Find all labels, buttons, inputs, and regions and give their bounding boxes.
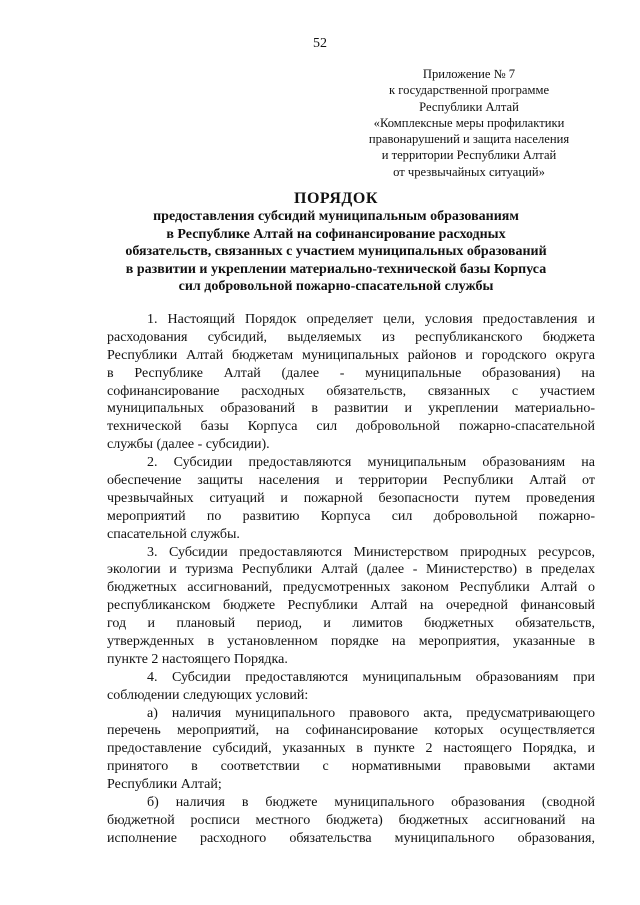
- body-line: чрезвычайных ситуаций и пожарной безопасности путем проведения: [107, 490, 595, 506]
- document-body: [107, 311, 595, 848]
- body-line: 4. Субсидии предоставляются муниципальным образованиям при: [147, 669, 595, 685]
- body-line: Республики Алтай;: [107, 777, 222, 793]
- body-line: пункте 2 настоящего Порядка.: [107, 651, 288, 667]
- body-line: исполнение расходного обязательства муниципального образования,: [107, 830, 595, 846]
- body-line: соблюдении следующих условий:: [107, 687, 309, 703]
- body-line: 3. Субсидии предоставляются Министерством природных ресурсов,: [147, 544, 595, 560]
- appendix-line: Приложение № 7: [422, 67, 516, 81]
- body-line: республиканском бюджете Республики Алтай на очередной финансовый: [107, 598, 595, 614]
- subtitle-line: в развитии и укреплении материально-технической базы Корпуса: [125, 261, 547, 277]
- appendix-line: правонарушений и защита населения: [368, 132, 570, 147]
- body-line: год и плановый период, и лимитов бюджетных обязательств,: [107, 616, 595, 632]
- subtitle-line: в Республике Алтай на софинансирование расходных: [166, 226, 506, 242]
- appendix-line: к государственной программе: [388, 83, 550, 98]
- body-line: утвержденных в установленном порядке на мероприятия, указанные в: [107, 634, 595, 650]
- appendix-block: [354, 66, 584, 180]
- document-title: ПОРЯДОК: [294, 190, 378, 207]
- body-line: службы (далее - субсидии).: [107, 437, 270, 453]
- body-line: принятого в соответствии с нормативными правовыми актами: [107, 759, 595, 775]
- appendix-line: от чрезвычайных ситуаций»: [393, 164, 545, 179]
- body-line: 1. Настоящий Порядок определяет цели, условия предоставления и: [147, 312, 595, 327]
- body-line: экологии и туризма Республики Алтай (далее - Министерство) в пределах: [107, 562, 595, 578]
- body-line: расходования субсидий, выделяемых из республиканского бюджета: [107, 329, 595, 345]
- body-line: муниципальных образований в развитии и укреплении материально-: [107, 401, 595, 417]
- body-line: технической базы Корпуса сил добровольной пожарно-спасательной: [107, 419, 595, 435]
- page-number: 52: [313, 36, 327, 51]
- body-line: мероприятий по развитию Корпуса сил добровольной пожарно-: [107, 508, 595, 524]
- body-line: в Республике Алтай (далее - муниципальные образования) на: [107, 365, 595, 381]
- body-line: 2. Субсидии предоставляются муниципальным образованиям на: [147, 455, 595, 471]
- appendix-line: «Комплексные меры профилактики: [373, 115, 565, 130]
- body-line: перечень мероприятий, на софинансирование которых осуществляется: [107, 723, 595, 739]
- subtitle-line: обязательств, связанных с участием муниципальных образований: [125, 244, 547, 260]
- body-line: Республики Алтай бюджетам муниципальных районов и городского округа: [107, 347, 595, 363]
- title-block: [96, 190, 576, 296]
- body-line: предоставление субсидий, указанных в пункте 2 настоящего Порядка, и: [107, 741, 595, 757]
- subtitle-line: предоставления субсидий муниципальным образованиям: [153, 209, 519, 224]
- appendix-line: Республики Алтай: [419, 99, 519, 114]
- body-line: спасательной службы.: [107, 526, 240, 542]
- body-line: б) наличия в бюджете муниципального образования (сводной: [147, 795, 595, 811]
- subtitle-line: сил добровольной пожарно-спасательной службы: [178, 279, 494, 295]
- body-line: софинансирование расходных обязательств, связанных с участием: [107, 383, 595, 399]
- body-line: бюджетных ассигнований, предусмотренных законом Республики Алтай о: [107, 580, 595, 596]
- appendix-line: и территории Республики Алтай: [381, 148, 557, 163]
- body-line: обеспечение защиты населения и территории Республики Алтай от: [107, 473, 595, 489]
- body-line: бюджетной росписи местного бюджета) бюджетных ассигнований на: [107, 812, 595, 828]
- body-line: а) наличия муниципального правового акта, предусматривающего: [147, 705, 595, 721]
- document-subtitle: [96, 208, 576, 296]
